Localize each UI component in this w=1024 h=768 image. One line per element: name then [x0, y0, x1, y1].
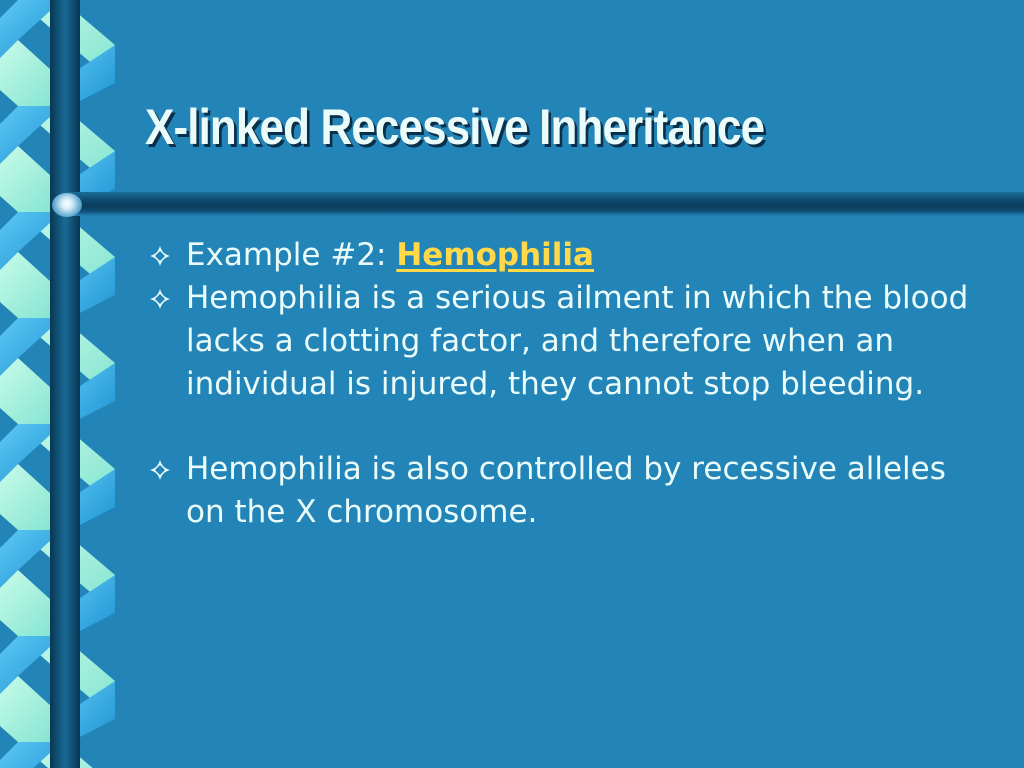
- bullet-list: [148, 234, 978, 534]
- bullet-item: [148, 234, 978, 277]
- slide-title: X-linked Recessive Inheritance: [145, 99, 765, 155]
- bullet-text: Hemophilia is also controlled by recessive alleles on the X chromosome.: [186, 451, 946, 530]
- bullet-prefix: Example #2:: [186, 237, 397, 273]
- hemophilia-link[interactable]: Hemophilia: [396, 237, 594, 273]
- bullet-item: [148, 277, 978, 406]
- divider-knob: [52, 193, 82, 217]
- four-petal-diamond-icon: [148, 458, 172, 482]
- four-petal-diamond-icon: [148, 287, 172, 311]
- decorative-ribbon: [0, 0, 115, 768]
- bullet-item: [148, 448, 978, 534]
- four-petal-diamond-icon: [148, 244, 172, 268]
- bullet-text: Hemophilia is a serious ailment in which the blood lacks a clotting factor, and therefore when an individual is injured, they cannot stop bleeding.: [186, 280, 969, 402]
- title-divider: [62, 192, 1024, 216]
